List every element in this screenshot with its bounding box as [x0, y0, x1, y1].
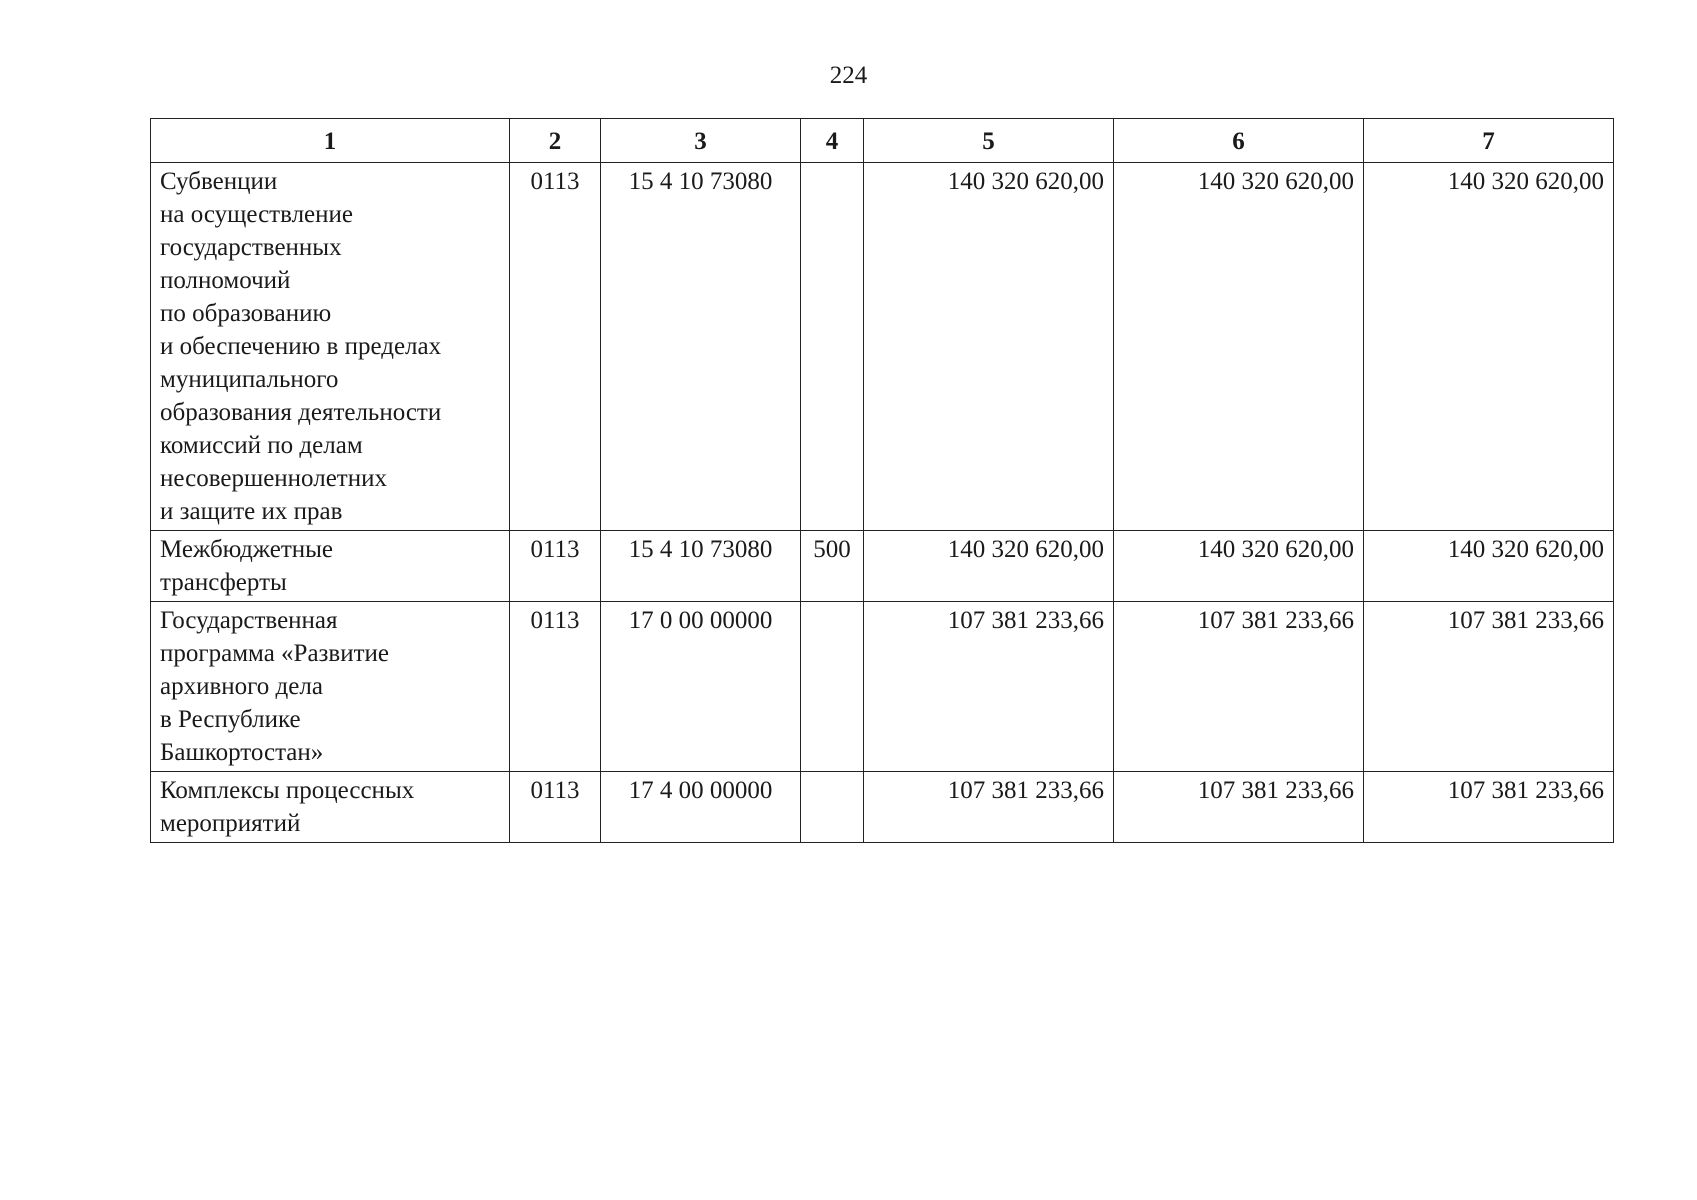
header-col-4: 4	[801, 119, 864, 163]
section-cell: 0113	[510, 163, 601, 531]
expense-type-cell: 500	[801, 531, 864, 602]
amount-cell-3: 140 320 620,00	[1364, 531, 1614, 602]
target-article-cell: 17 0 00 00000	[601, 602, 801, 772]
table-row	[151, 772, 1614, 843]
header-col-6: 6	[1114, 119, 1364, 163]
name-line: на осуществление	[160, 201, 354, 228]
amount-cell-2: 140 320 620,00	[1114, 163, 1364, 531]
header-col-2: 2	[510, 119, 601, 163]
header-col-7: 7	[1364, 119, 1614, 163]
name-line: Комплексы процессных	[160, 777, 415, 804]
name-line: архивного дела	[160, 673, 323, 700]
amount-cell-1: 140 320 620,00	[864, 163, 1114, 531]
name-line: по образованию	[160, 300, 332, 327]
header-col-5: 5	[864, 119, 1114, 163]
amount-cell-2: 107 381 233,66	[1114, 772, 1364, 843]
section-cell: 0113	[510, 531, 601, 602]
amount-cell-1: 107 381 233,66	[864, 772, 1114, 843]
name-line: Государственная	[160, 607, 338, 634]
section-cell: 0113	[510, 772, 601, 843]
section-cell: 0113	[510, 602, 601, 772]
name-line: муниципального	[160, 366, 339, 393]
row-name-cell	[151, 772, 510, 843]
expense-type-cell	[801, 772, 864, 843]
header-col-1: 1	[151, 119, 510, 163]
amount-cell-3: 107 381 233,66	[1364, 602, 1614, 772]
table-row	[151, 531, 1614, 602]
name-line: и защите их прав	[160, 498, 343, 525]
target-article-cell: 15 4 10 73080	[601, 163, 801, 531]
name-line: и обеспечению в пределах	[160, 333, 442, 360]
name-line: мероприятий	[160, 810, 301, 837]
amount-cell-1: 107 381 233,66	[864, 602, 1114, 772]
name-line: трансферты	[160, 569, 287, 596]
name-line: Субвенции	[160, 168, 278, 195]
header-row	[151, 119, 1614, 163]
amount-cell-2: 107 381 233,66	[1114, 602, 1364, 772]
name-line: несовершеннолетних	[160, 465, 387, 492]
name-line: полномочий	[160, 267, 291, 294]
amount-cell-3: 140 320 620,00	[1364, 163, 1614, 531]
table-row	[151, 602, 1614, 772]
budget-table	[150, 118, 1614, 843]
row-name-cell	[151, 602, 510, 772]
name-line: государственных	[160, 234, 342, 261]
amount-cell-1: 140 320 620,00	[864, 531, 1114, 602]
name-line: Башкортостан»	[160, 739, 324, 766]
target-article-cell: 17 4 00 00000	[601, 772, 801, 843]
name-line: Межбюджетные	[160, 536, 334, 563]
expense-type-cell	[801, 163, 864, 531]
target-article-cell: 15 4 10 73080	[601, 531, 801, 602]
name-line: программа «Развитие	[160, 640, 390, 667]
row-name-cell	[151, 163, 510, 531]
amount-cell-2: 140 320 620,00	[1114, 531, 1364, 602]
amount-cell-3: 107 381 233,66	[1364, 772, 1614, 843]
expense-type-cell	[801, 602, 864, 772]
row-name-cell	[151, 531, 510, 602]
name-line: образования деятельности	[160, 399, 442, 426]
table-row	[151, 163, 1614, 531]
page-number: 224	[829, 62, 868, 89]
header-col-3: 3	[601, 119, 801, 163]
name-line: комиссий по делам	[160, 432, 363, 459]
name-line: в Республике	[160, 706, 301, 733]
